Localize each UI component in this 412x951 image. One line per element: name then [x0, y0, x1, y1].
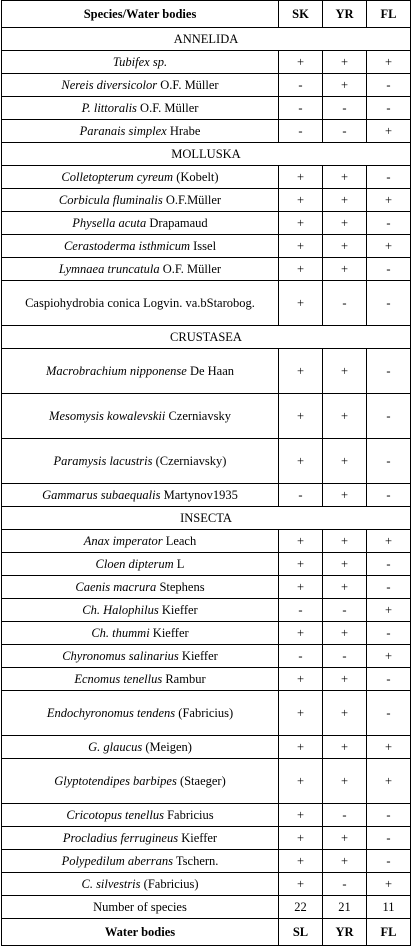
species-italic: Cricotopus tenellus	[66, 807, 164, 822]
footer-col-2: YR	[323, 919, 367, 946]
presence-cell: +	[323, 439, 367, 484]
presence-cell: -	[367, 74, 411, 97]
species-author: (Fabricius)	[140, 876, 199, 891]
group-row	[2, 143, 411, 166]
species-author: Czerniavsky	[165, 408, 231, 423]
species-name	[2, 120, 279, 143]
species-author: Hrabe	[166, 123, 201, 138]
species-italic: Chyronomus salinarius	[62, 648, 179, 663]
presence-cell: +	[323, 850, 367, 873]
species-name	[2, 553, 279, 576]
presence-cell: +	[323, 576, 367, 599]
footer-label: Water bodies	[2, 919, 279, 946]
species-italic: G. glaucus	[88, 739, 143, 754]
species-author: Issel	[190, 238, 217, 253]
presence-cell: -	[367, 97, 411, 120]
presence-cell: -	[367, 668, 411, 691]
table-row	[2, 873, 411, 896]
presence-cell: -	[367, 212, 411, 235]
presence-cell: -	[367, 691, 411, 736]
table-row	[2, 74, 411, 97]
presence-cell: -	[279, 97, 323, 120]
presence-cell: +	[323, 530, 367, 553]
table-row	[2, 212, 411, 235]
species-name	[2, 827, 279, 850]
species-author: O.F. Müller	[159, 261, 222, 276]
table-row	[2, 736, 411, 759]
presence-cell: +	[323, 235, 367, 258]
species-italic: Colletopterum cyreum	[61, 169, 174, 184]
species-italic: Anax imperator	[83, 533, 163, 548]
species-author: Drapamaud	[146, 215, 208, 230]
presence-cell: +	[279, 736, 323, 759]
group-row	[2, 28, 411, 51]
presence-cell: +	[323, 51, 367, 74]
group-row	[2, 326, 411, 349]
presence-cell: -	[367, 439, 411, 484]
presence-cell: -	[367, 281, 411, 326]
group-name: ANNELIDA	[2, 28, 411, 51]
species-name	[2, 97, 279, 120]
presence-cell: -	[323, 120, 367, 143]
species-count-label: Number of species	[2, 896, 279, 919]
species-author: Kieffer	[178, 648, 218, 663]
presence-cell: +	[367, 736, 411, 759]
footer-col-1: SL	[279, 919, 323, 946]
species-italic: Macrobrachium nipponense	[45, 363, 187, 378]
table-row	[2, 349, 411, 394]
table-row	[2, 553, 411, 576]
presence-cell: +	[279, 804, 323, 827]
presence-cell: +	[279, 394, 323, 439]
presence-cell: +	[323, 484, 367, 507]
species-author: L	[173, 556, 185, 571]
presence-cell: -	[323, 873, 367, 896]
species-name	[2, 212, 279, 235]
presence-cell: -	[323, 599, 367, 622]
species-name	[2, 850, 279, 873]
species-name	[2, 622, 279, 645]
presence-cell: -	[367, 804, 411, 827]
presence-cell: +	[367, 189, 411, 212]
table-row	[2, 668, 411, 691]
species-count-2: 21	[323, 896, 367, 919]
footer-col-3: FL	[367, 919, 411, 946]
species-italic: Procladius ferrugineus	[62, 830, 179, 845]
species-name	[2, 394, 279, 439]
table-row	[2, 189, 411, 212]
header-row	[2, 1, 411, 28]
presence-cell: +	[279, 622, 323, 645]
species-name	[2, 576, 279, 599]
species-author: De Haan	[186, 363, 235, 378]
table-row	[2, 530, 411, 553]
species-author: Kieffer	[158, 602, 198, 617]
presence-cell: -	[279, 599, 323, 622]
header-col-3: FL	[367, 1, 411, 28]
presence-cell: +	[367, 645, 411, 668]
species-name	[2, 873, 279, 896]
species-author: Leach	[162, 533, 197, 548]
presence-cell: +	[367, 530, 411, 553]
presence-cell: -	[367, 258, 411, 281]
species-italic: Corbicula fluminalis	[58, 192, 163, 207]
presence-cell: -	[367, 576, 411, 599]
table-body	[2, 28, 411, 896]
presence-cell: +	[279, 553, 323, 576]
species-count-3: 11	[367, 896, 411, 919]
species-name	[2, 484, 279, 507]
species-author: O.F. Müller	[136, 100, 199, 115]
table-row	[2, 258, 411, 281]
presence-cell: +	[279, 827, 323, 850]
presence-cell: +	[279, 212, 323, 235]
species-name	[2, 599, 279, 622]
species-italic: Ch. thummi	[91, 625, 150, 640]
table-row	[2, 166, 411, 189]
species-author: (Fabricius)	[175, 705, 234, 720]
species-name	[2, 439, 279, 484]
presence-cell: -	[367, 349, 411, 394]
table-row	[2, 576, 411, 599]
presence-cell: +	[323, 349, 367, 394]
table-row	[2, 120, 411, 143]
species-author: Caspiohydrobia conica Logvin. va.bStarobog.	[25, 295, 255, 310]
species-name	[2, 51, 279, 74]
presence-cell: -	[367, 622, 411, 645]
presence-cell: +	[279, 235, 323, 258]
table-row	[2, 759, 411, 804]
species-name	[2, 645, 279, 668]
presence-cell: +	[323, 166, 367, 189]
presence-cell: -	[367, 553, 411, 576]
table-row	[2, 691, 411, 736]
species-name	[2, 759, 279, 804]
presence-cell: +	[279, 759, 323, 804]
presence-cell: +	[279, 668, 323, 691]
table-row	[2, 622, 411, 645]
species-name	[2, 74, 279, 97]
species-name	[2, 691, 279, 736]
presence-cell: +	[367, 51, 411, 74]
group-name: INSECTA	[2, 507, 411, 530]
table-row	[2, 235, 411, 258]
presence-cell: +	[279, 850, 323, 873]
presence-cell: +	[367, 759, 411, 804]
presence-cell: -	[367, 850, 411, 873]
presence-cell: +	[323, 258, 367, 281]
presence-cell: -	[367, 827, 411, 850]
species-name	[2, 166, 279, 189]
presence-cell: +	[323, 827, 367, 850]
presence-cell: +	[323, 74, 367, 97]
species-italic: Paramysis lacustris	[53, 453, 153, 468]
species-name	[2, 804, 279, 827]
presence-cell: +	[279, 530, 323, 553]
species-name	[2, 736, 279, 759]
species-italic: Cloen dipterum	[95, 556, 174, 571]
species-author: Rambur	[162, 671, 206, 686]
species-italic: Ch. Halophilus	[82, 602, 159, 617]
species-italic: Caenis macrura	[75, 579, 157, 594]
species-italic: Paranais simplex	[79, 123, 167, 138]
footer-header-row	[2, 919, 411, 946]
species-italic: Ecnomus tenellus	[74, 671, 163, 686]
species-table	[1, 0, 411, 946]
species-name	[2, 349, 279, 394]
presence-cell: -	[367, 484, 411, 507]
presence-cell: +	[279, 439, 323, 484]
presence-cell: +	[279, 281, 323, 326]
table-row	[2, 439, 411, 484]
species-italic: Gammarus subaequalis	[42, 487, 161, 502]
presence-cell: +	[323, 212, 367, 235]
presence-cell: +	[367, 599, 411, 622]
species-name	[2, 189, 279, 212]
group-row	[2, 507, 411, 530]
presence-cell: -	[323, 804, 367, 827]
presence-cell: +	[279, 349, 323, 394]
species-author: (Meigen)	[142, 739, 192, 754]
presence-cell: +	[279, 691, 323, 736]
presence-cell: +	[323, 691, 367, 736]
species-author: O.F.Müller	[162, 192, 222, 207]
table-row	[2, 827, 411, 850]
presence-cell: +	[279, 189, 323, 212]
presence-cell: -	[367, 394, 411, 439]
table-row	[2, 804, 411, 827]
table-row	[2, 484, 411, 507]
species-author: O.F. Müller	[157, 77, 219, 92]
presence-cell: +	[367, 235, 411, 258]
table-row	[2, 850, 411, 873]
table-row	[2, 97, 411, 120]
presence-cell: +	[323, 736, 367, 759]
table-row	[2, 394, 411, 439]
presence-cell: -	[323, 281, 367, 326]
presence-cell: +	[323, 553, 367, 576]
species-italic: Lymnaea truncatula	[58, 261, 160, 276]
species-name	[2, 235, 279, 258]
presence-cell: -	[279, 484, 323, 507]
species-italic: Glyptotendipes barbipes	[54, 773, 177, 788]
table-row	[2, 281, 411, 326]
species-name	[2, 530, 279, 553]
presence-cell: +	[279, 873, 323, 896]
species-author: (Czerniavsky)	[152, 453, 227, 468]
species-name	[2, 668, 279, 691]
species-italic: P. littoralis	[81, 100, 137, 115]
group-name: CRUSTASEA	[2, 326, 411, 349]
species-italic: Cerastoderma isthmicum	[63, 238, 190, 253]
table-row	[2, 599, 411, 622]
species-author: Martynov1935	[160, 487, 238, 502]
species-italic: Polypedilum aberrans	[61, 853, 174, 868]
header-col-2: YR	[323, 1, 367, 28]
species-italic: Mesomysis kowalevskii	[49, 408, 166, 423]
species-author: (Staeger)	[176, 773, 226, 788]
header-species: Species/Water bodies	[2, 1, 279, 28]
header-col-1: SK	[279, 1, 323, 28]
species-italic: Physella acuta	[72, 215, 147, 230]
table-row	[2, 645, 411, 668]
species-name	[2, 258, 279, 281]
presence-cell: -	[279, 74, 323, 97]
presence-cell: +	[323, 759, 367, 804]
presence-cell: -	[279, 120, 323, 143]
table-row	[2, 51, 411, 74]
species-author: Stephens	[156, 579, 205, 594]
species-author: (Kobelt)	[173, 169, 219, 184]
presence-cell: -	[323, 97, 367, 120]
species-author: Kieffer	[178, 830, 218, 845]
species-italic: Endochyronomus tendens	[46, 705, 176, 720]
presence-cell: +	[367, 120, 411, 143]
presence-cell: +	[323, 668, 367, 691]
species-italic: C. silvestris	[81, 876, 141, 891]
species-author: Fabricius	[163, 807, 214, 822]
presence-cell: +	[279, 166, 323, 189]
presence-cell: +	[367, 873, 411, 896]
presence-cell: -	[323, 645, 367, 668]
presence-cell: +	[323, 394, 367, 439]
species-author: Tschern.	[173, 853, 219, 868]
presence-cell: -	[279, 645, 323, 668]
species-italic: Tubifex sp.	[112, 54, 168, 69]
species-italic: Nereis diversicolor	[61, 77, 158, 92]
presence-cell: +	[323, 622, 367, 645]
species-count-row	[2, 896, 411, 919]
presence-cell: -	[367, 166, 411, 189]
presence-cell: +	[279, 576, 323, 599]
presence-cell: +	[279, 51, 323, 74]
species-author: Kieffer	[149, 625, 189, 640]
presence-cell: +	[323, 189, 367, 212]
species-name	[2, 281, 279, 326]
presence-cell: +	[279, 258, 323, 281]
group-name: MOLLUSKA	[2, 143, 411, 166]
species-count-1: 22	[279, 896, 323, 919]
